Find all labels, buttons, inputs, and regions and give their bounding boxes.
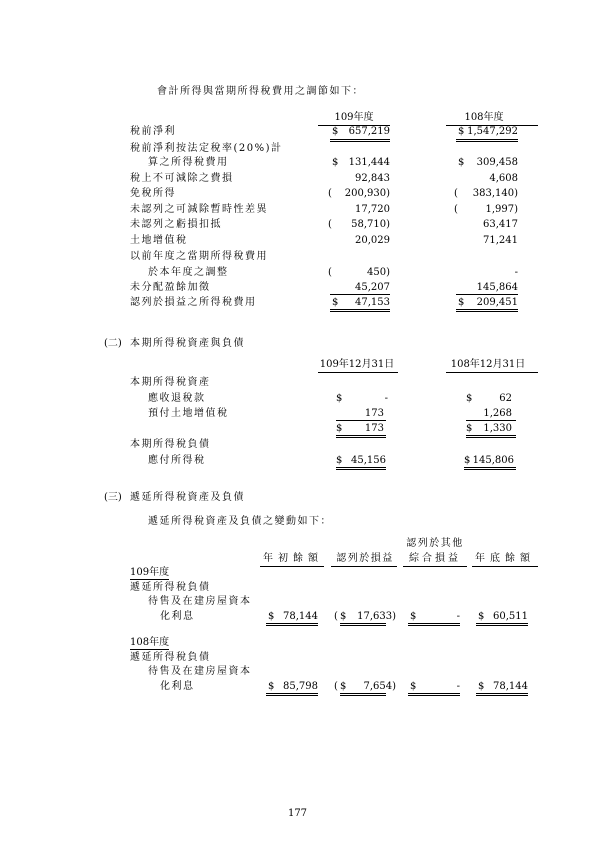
reconciliation-intro: 會計所得與當期所得稅費用之調節如下：	[157, 86, 364, 97]
cell-value: 62	[499, 393, 512, 404]
row-label: 預付土地增值稅	[148, 408, 229, 419]
col-header-2019: 108年12月31日	[450, 359, 526, 370]
year-label: 109年度	[130, 567, 170, 578]
total-double-rule	[330, 139, 390, 142]
cell-value: -	[456, 611, 460, 622]
subtotal-rule	[466, 420, 516, 421]
dollar-sign: $	[478, 681, 485, 692]
cell-value: 7,654)	[363, 681, 396, 692]
total-double-rule	[456, 139, 518, 142]
row-label: 未認列之可減除暫時性差異	[130, 204, 268, 215]
dollar-sign: $	[268, 611, 275, 622]
cell-value: 450)	[367, 267, 390, 278]
total-value: 45,156	[351, 455, 386, 466]
total-value: 1,330	[483, 423, 512, 434]
cell-prefix: $	[332, 157, 339, 168]
section-number: (二)	[104, 338, 122, 349]
col-header-2020: 109年12月31日	[319, 359, 395, 370]
dollar-sign: $	[340, 611, 347, 622]
cell-value: -	[384, 393, 388, 404]
total-double-rule	[340, 693, 386, 696]
cell-value: 78,144	[493, 681, 528, 692]
dollar-sign: $	[466, 423, 473, 434]
total-double-rule	[330, 309, 390, 312]
cell-prefix: $	[458, 157, 465, 168]
row-label: 稅上不可減除之費損	[130, 173, 234, 184]
cell-prefix: $	[332, 297, 339, 308]
col-header-underline	[318, 372, 398, 373]
row-label: 算之所得稅費用	[148, 157, 229, 168]
cell-value: 173	[364, 408, 384, 419]
col-header-begin: 年初餘額	[263, 553, 323, 564]
row-label: 應收退稅款	[148, 393, 206, 404]
row-label: 於本年度之調整	[148, 267, 229, 278]
row-label: 遞延所得稅負債	[130, 652, 211, 663]
cell-value: 1,268	[483, 408, 512, 419]
cell-value: 47,153	[355, 297, 390, 308]
cell-prefix: (	[454, 204, 458, 215]
row-label: 未認列之虧損扣抵	[130, 219, 222, 230]
cell-prefix: (	[334, 681, 338, 692]
subtotal-rule	[456, 294, 518, 295]
cell-prefix: $	[458, 297, 465, 308]
cell-value: 85,798	[283, 681, 318, 692]
row-label: 認列於損益之所得稅費用	[130, 297, 257, 308]
total-double-rule	[340, 623, 386, 626]
dollar-sign: $	[466, 393, 473, 404]
col-header-underline	[472, 566, 538, 567]
col-header-oci-line2: 綜合損益	[409, 553, 461, 564]
row-label: 稅前淨利	[130, 126, 176, 137]
col-header-108: 108年度	[464, 112, 504, 123]
row-label: 以前年度之當期所得稅費用	[130, 251, 268, 262]
section-heading: 遞延所得稅資產及負債	[130, 492, 245, 503]
cell-value: 309,458	[476, 157, 518, 168]
col-header-underline	[446, 372, 538, 373]
total-value: 173	[364, 423, 384, 434]
col-header-underline	[403, 566, 467, 567]
row-label: 應付所得稅	[148, 455, 206, 466]
cell-value: 71,241	[483, 235, 518, 246]
row-label: 化利息	[160, 681, 195, 692]
cell-value: 58,710)	[351, 219, 390, 230]
subtotal-rule	[336, 420, 386, 421]
total-double-rule	[476, 623, 528, 626]
row-label: 稅前淨利按法定稅率(20%)計	[130, 143, 283, 154]
total-double-rule	[466, 435, 516, 438]
section-heading: 本期所得稅資產與負債	[130, 338, 245, 349]
cell-value: 1,997)	[485, 204, 518, 215]
total-double-rule	[336, 435, 386, 438]
dollar-sign: $	[410, 681, 417, 692]
movement-intro: 遞延所得稅資產及負債之變動如下：	[148, 516, 332, 527]
dollar-sign: $	[478, 611, 485, 622]
cell-value: 209,451	[476, 297, 518, 308]
cell-value: 145,864	[476, 282, 518, 293]
dollar-sign: $	[464, 455, 471, 466]
cell-value: 1,547,292	[467, 126, 518, 137]
dollar-sign: $	[336, 393, 343, 404]
row-label: 土地增值稅	[130, 235, 188, 246]
total-value: 145,806	[472, 455, 514, 466]
cell-prefix: (	[328, 188, 332, 199]
col-header-underline	[260, 566, 324, 567]
total-double-rule	[476, 693, 528, 696]
row-label: 未分配盈餘加徵	[130, 282, 211, 293]
row-label: 本期所得稅資產	[130, 377, 211, 388]
total-double-rule	[336, 467, 386, 470]
row-label: 化利息	[160, 611, 195, 622]
dollar-sign: $	[336, 455, 343, 466]
row-label: 遞延所得稅負債	[130, 582, 211, 593]
cell-value: 17,720	[355, 204, 390, 215]
total-double-rule	[456, 309, 518, 312]
cell-value: 17,633)	[357, 611, 396, 622]
dollar-sign: $	[410, 611, 417, 622]
total-double-rule	[266, 623, 318, 626]
col-header-end: 年底餘額	[475, 553, 535, 564]
cell-value: 4,608	[489, 173, 518, 184]
row-label: 免稅所得	[130, 188, 176, 199]
section-number: (三)	[104, 492, 122, 503]
cell-prefix: (	[454, 188, 458, 199]
cell-value: 657,219	[348, 126, 390, 137]
row-label: 待售及在建房屋資本	[148, 666, 252, 677]
cell-prefix: (	[328, 219, 332, 230]
cell-prefix: $	[458, 126, 465, 137]
cell-value: -	[456, 681, 460, 692]
col-header-109: 109年度	[334, 112, 374, 123]
row-label: 本期所得稅負債	[130, 439, 211, 450]
col-header-underline	[331, 566, 397, 567]
cell-prefix: (	[334, 611, 338, 622]
cell-value: 131,444	[348, 157, 390, 168]
subtotal-rule	[330, 294, 390, 295]
cell-value: 200,930)	[344, 188, 390, 199]
col-header-pl: 認列於損益	[336, 553, 394, 564]
page-number: 177	[287, 808, 308, 819]
year-label: 108年度	[130, 637, 170, 648]
total-double-rule	[464, 467, 516, 470]
cell-value: 45,207	[355, 282, 390, 293]
cell-prefix: $	[332, 126, 339, 137]
dollar-sign: $	[268, 681, 275, 692]
total-double-rule	[408, 693, 460, 696]
col-header-oci-line1: 認列於其他	[406, 538, 464, 549]
total-double-rule	[266, 693, 318, 696]
row-label: 待售及在建房屋資本	[148, 596, 252, 607]
dollar-sign: $	[340, 681, 347, 692]
total-double-rule	[408, 623, 460, 626]
cell-value: -	[514, 267, 518, 278]
dollar-sign: $	[336, 423, 343, 434]
cell-value: 383,140)	[472, 188, 518, 199]
cell-value: 20,029	[355, 235, 390, 246]
cell-value: 63,417	[483, 219, 518, 230]
cell-value: 60,511	[493, 611, 528, 622]
cell-value: 92,843	[355, 173, 390, 184]
cell-prefix: (	[328, 267, 332, 278]
cell-value: 78,144	[283, 611, 318, 622]
